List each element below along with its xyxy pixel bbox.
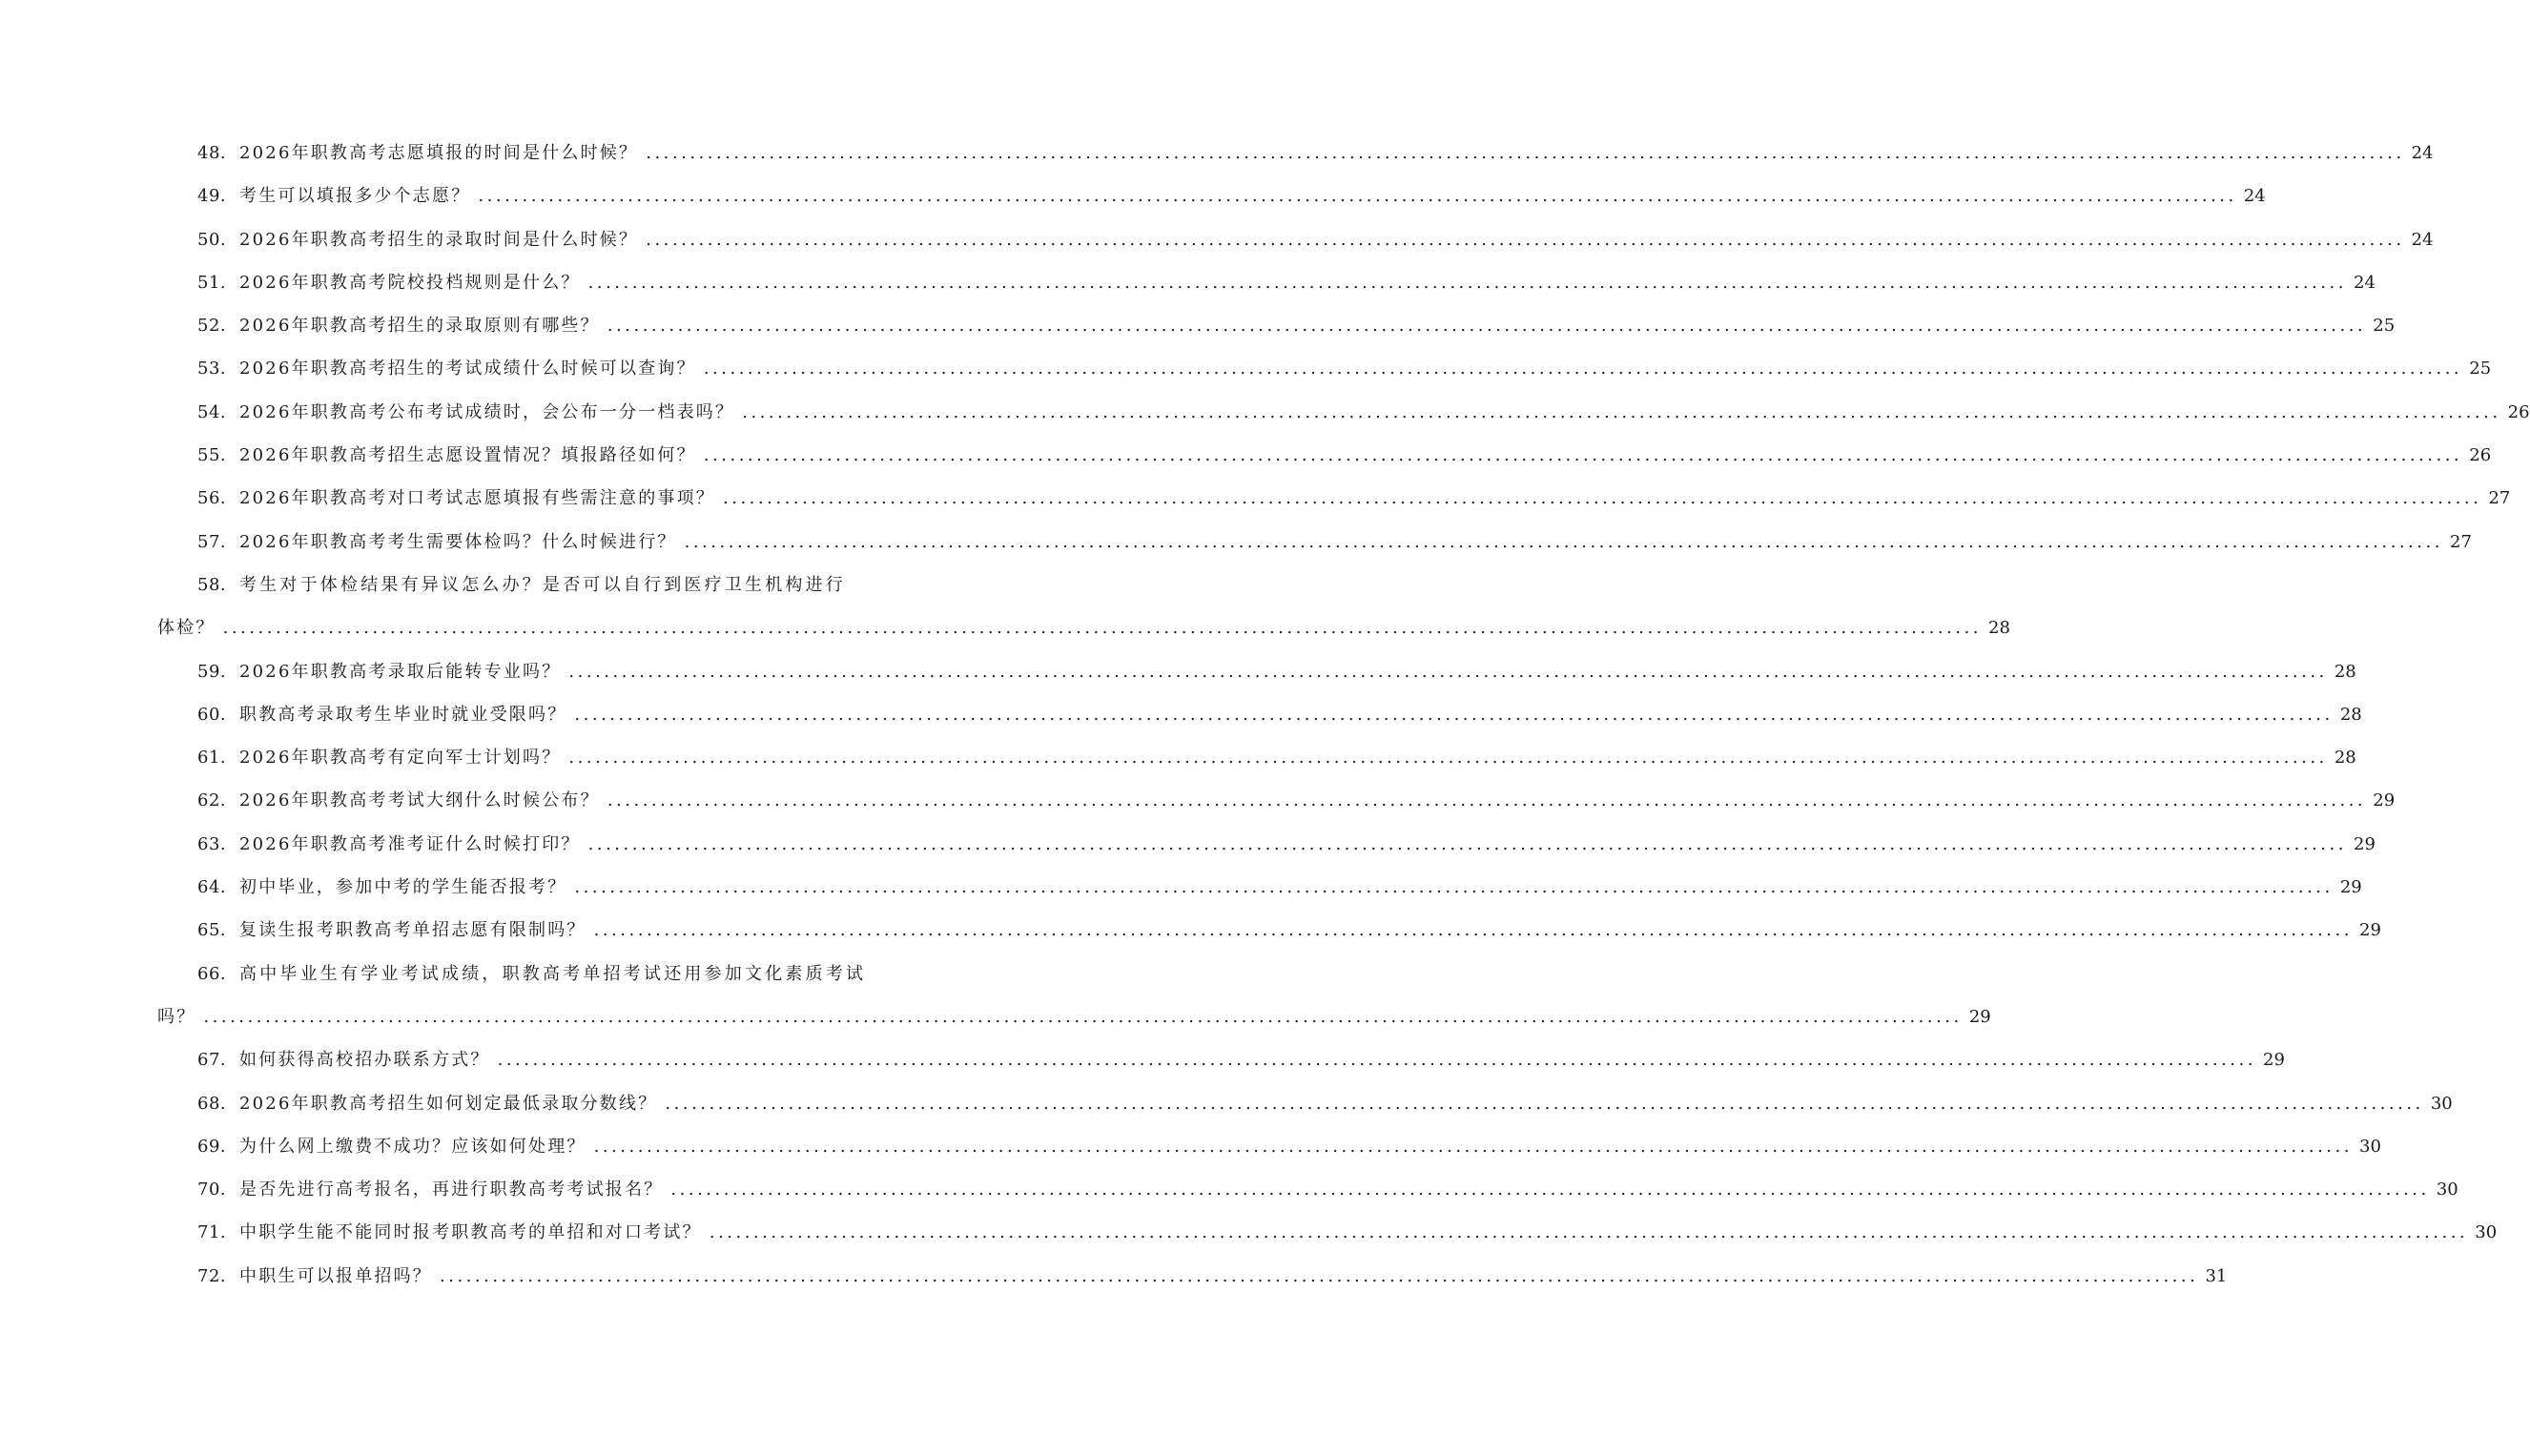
toc-entry-title: 2026年职教高考招生志愿设置情况？填报路径如何？ (239, 445, 696, 466)
toc-page-number: 27 (2488, 488, 2511, 509)
toc-entry-title: 2026年职教高考对口考试志愿填报有些需注意的事项？ (239, 488, 716, 509)
toc-dot-leader: ........................................................................................................................................................................................................ (646, 229, 2405, 250)
toc-entry-title: 2026年职教高考招生如何划定最低录取分数线？ (239, 1093, 658, 1114)
toc-dot-leader: ........................................................................................................................................................................................................ (222, 618, 1982, 639)
toc-entry-number: 72. (197, 1265, 227, 1286)
toc-entry-number: 68. (197, 1093, 227, 1114)
toc-entry-number: 70. (197, 1179, 227, 1200)
toc-entry[interactable] (157, 1038, 2285, 1081)
toc-page-number: 31 (2205, 1265, 2228, 1286)
toc-entry-title: 2026年职教高考志愿填报的时间是什么时候？ (239, 143, 639, 163)
toc-dot-leader: ........................................................................................................................................................................................................ (478, 186, 2237, 207)
toc-entry[interactable] (157, 434, 2492, 477)
toc-entry[interactable] (157, 304, 2396, 347)
toc-page-number: 24 (2411, 229, 2434, 250)
toc-page-number: 28 (1988, 618, 2010, 639)
toc-entry[interactable] (157, 261, 2376, 304)
toc-dot-leader: ........................................................................................................................................................................................................ (203, 1006, 1963, 1027)
toc-dot-leader: ........................................................................................................................................................................................................ (574, 704, 2334, 725)
toc-page-number: 29 (2263, 1050, 2285, 1071)
toc-entry[interactable] (157, 347, 2492, 390)
toc-dot-leader: ........................................................................................................................................................................................................ (593, 1136, 2353, 1157)
toc-entry-title: 2026年职教高考考生需要体检吗？什么时候进行？ (239, 531, 677, 552)
toc-entry-title: 2026年职教高考院校投档规则是什么？ (239, 272, 581, 293)
toc-entry-number: 66. (197, 963, 227, 984)
toc-entry-number: 61. (197, 748, 227, 769)
toc-entry-title: 中职生可以报单招吗？ (239, 1265, 432, 1286)
toc-entry-title: 考生对于体检结果有异议怎么办？是否可以自行到医疗卫生机构进行 (239, 574, 846, 595)
toc-entry-number: 55. (197, 445, 227, 466)
toc-page-number: 26 (2507, 401, 2530, 422)
toc-page-number: 30 (2359, 1136, 2381, 1157)
toc-entry-title: 初中毕业，参加中考的学生能否报考？ (239, 877, 567, 898)
toc-dot-leader: ........................................................................................................................................................................................................ (646, 143, 2405, 163)
toc-entry-number: 57. (197, 531, 227, 552)
toc-dot-leader: ........................................................................................................................................................................................................ (593, 920, 2353, 941)
toc-entry-line-continued (157, 995, 1991, 1038)
toc-entry-line (157, 1168, 2458, 1211)
toc-entry-title: 高中毕业生有学业考试成绩，职教高考单招考试还用参加文化素质考试 (239, 963, 867, 984)
toc-entry-line (157, 1255, 2228, 1298)
toc-page-number: 29 (2373, 790, 2396, 811)
toc-entry-title: 2026年职教高考准考证什么时候打印？ (239, 833, 581, 854)
toc-entry-line (157, 347, 2492, 390)
toc-entry[interactable] (157, 650, 2356, 693)
toc-entry-number: 53. (197, 359, 227, 379)
toc-entry-number: 56. (197, 488, 227, 509)
toc-entry[interactable] (157, 866, 2362, 909)
toc-page-number: 30 (2436, 1179, 2458, 1200)
toc-dot-leader: ........................................................................................................................................................................................................ (684, 531, 2443, 552)
toc-entry-line (157, 132, 2434, 174)
toc-entry-line (157, 779, 2396, 822)
toc-dot-leader: ........................................................................................................................................................................................................ (742, 401, 2501, 422)
toc-page-number: 24 (2243, 186, 2266, 207)
toc-page-number: 30 (2475, 1222, 2498, 1243)
toc-entry-number: 52. (197, 316, 227, 337)
toc-entry-line (157, 736, 2356, 779)
toc-entry-number: 49. (197, 186, 227, 207)
toc-entry-title: 2026年职教高考录取后能转专业吗？ (239, 661, 562, 682)
toc-entry-line (157, 693, 2362, 736)
toc-dot-leader: ........................................................................................................................................................................................................ (607, 790, 2367, 811)
toc-entry-title: 2026年职教高考招生的考试成绩什么时候可以查询？ (239, 359, 696, 379)
toc-entry[interactable] (157, 132, 2434, 174)
toc-entry-title: 职教高考录取考生毕业时就业受限吗？ (239, 704, 567, 725)
toc-entry-number: 64. (197, 877, 227, 898)
toc-page-number: 28 (2339, 704, 2362, 725)
toc-entry[interactable] (157, 953, 1991, 1039)
toc-entry-line (157, 391, 2530, 434)
toc-dot-leader: ........................................................................................................................................................................................................ (723, 488, 2482, 509)
toc-entry[interactable] (157, 779, 2396, 822)
toc-entry-line (157, 261, 2376, 304)
toc-entry[interactable] (157, 218, 2434, 261)
toc-page-number: 30 (2430, 1093, 2453, 1114)
toc-entry-line (157, 564, 874, 606)
toc-entry-line (157, 521, 2472, 564)
toc-entry-line (157, 477, 2511, 520)
toc-entry-title: 如何获得高校招办联系方式？ (239, 1050, 490, 1071)
toc-entry-title: 2026年职教高考招生的录取原则有哪些？ (239, 316, 600, 337)
toc-entry-title: 2026年职教高考考试大纲什么时候公布？ (239, 790, 600, 811)
toc-entry-number: 67. (197, 1050, 227, 1071)
toc-entry-line-continued (157, 606, 2010, 649)
toc-entry-title-continued: 体检？ (157, 618, 216, 639)
toc-page-number: 26 (2469, 445, 2492, 466)
toc-entry[interactable] (157, 1211, 2498, 1254)
toc-dot-leader: ........................................................................................................................................................................................................ (497, 1050, 2256, 1071)
toc-entry[interactable] (157, 521, 2472, 564)
toc-entry[interactable] (157, 1255, 2228, 1298)
toc-entry-number: 54. (197, 401, 227, 422)
toc-entry-line (157, 174, 2266, 217)
toc-entry-line (157, 650, 2356, 693)
toc-dot-leader: ........................................................................................................................................................................................................ (670, 1179, 2430, 1200)
toc-entry-title: 是否先进行高考报名，再进行职教高考考试报名？ (239, 1179, 664, 1200)
toc-entry[interactable] (157, 477, 2511, 520)
toc-page-number: 27 (2450, 531, 2472, 552)
toc-entry-number: 60. (197, 704, 227, 725)
toc-entry-number: 65. (197, 920, 227, 941)
toc-entry-line (157, 1211, 2498, 1254)
toc-entry-number: 71. (197, 1222, 227, 1243)
toc-dot-leader: ........................................................................................................................................................................................................ (587, 272, 2347, 293)
toc-entry[interactable] (157, 823, 2376, 866)
toc-entry-line (157, 1125, 2381, 1168)
toc-entry-line (157, 1082, 2453, 1125)
toc-entry[interactable] (157, 1168, 2458, 1211)
toc-entry-line (157, 434, 2492, 477)
toc-entry[interactable] (157, 1082, 2453, 1125)
toc-page-number: 28 (2334, 661, 2356, 682)
toc-dot-leader: ........................................................................................................................................................................................................ (607, 316, 2367, 337)
toc-entry-line (157, 866, 2362, 909)
toc-entry[interactable] (157, 174, 2266, 217)
toc-dot-leader: ........................................................................................................................................................................................................ (709, 1222, 2469, 1243)
toc-dot-leader: ........................................................................................................................................................................................................ (568, 748, 2328, 769)
toc-entry-number: 59. (197, 661, 227, 682)
toc-entry-title-continued: 吗？ (157, 1006, 196, 1027)
toc-entry-line (157, 304, 2396, 347)
toc-page-number: 29 (1968, 1006, 1991, 1027)
toc-page-number: 25 (2373, 316, 2396, 337)
toc-entry-title: 为什么网上缴费不成功？应该如何处理？ (239, 1136, 586, 1157)
toc-entry-number: 63. (197, 833, 227, 854)
toc-page-number: 29 (2354, 833, 2376, 854)
toc-entry-number: 58. (197, 574, 227, 595)
toc-entry-line (157, 953, 874, 995)
toc-entry-number: 48. (197, 143, 227, 163)
toc-dot-leader: ........................................................................................................................................................................................................ (568, 661, 2328, 682)
toc-entry-line (157, 218, 2434, 261)
toc-entry-title: 复读生报考职教高考单招志愿有限制吗？ (239, 920, 586, 941)
toc-page-number: 29 (2359, 920, 2381, 941)
toc-entry-line (157, 909, 2381, 952)
toc-entry-line (157, 1038, 2285, 1081)
toc-dot-leader: ........................................................................................................................................................................................................ (703, 445, 2463, 466)
toc-entry-line (157, 823, 2376, 866)
toc-entry[interactable] (157, 736, 2356, 779)
toc-entry-number: 51. (197, 272, 227, 293)
toc-entry[interactable] (157, 564, 2010, 650)
toc-page-number: 29 (2339, 877, 2362, 898)
toc-dot-leader: ........................................................................................................................................................................................................ (703, 359, 2463, 379)
toc-page-number: 24 (2354, 272, 2376, 293)
toc-entry-title: 2026年职教高考有定向军士计划吗？ (239, 748, 562, 769)
toc-entry[interactable] (157, 693, 2362, 736)
toc-entry-number: 69. (197, 1136, 227, 1157)
toc-entry[interactable] (157, 391, 2530, 434)
toc-entry-title: 考生可以填报多少个志愿？ (239, 186, 471, 207)
toc-page-number: 25 (2469, 359, 2492, 379)
toc-entry[interactable] (157, 1125, 2381, 1168)
toc-entry-title: 中职学生能不能同时报考职教高考的单招和对口考试？ (239, 1222, 702, 1243)
toc-page-number: 24 (2411, 143, 2434, 163)
toc-dot-leader: ........................................................................................................................................................................................................ (665, 1093, 2424, 1114)
toc-dot-leader: ........................................................................................................................................................................................................ (440, 1265, 2199, 1286)
toc-entry-title: 2026年职教高考招生的录取时间是什么时候？ (239, 229, 639, 250)
toc-page-number: 28 (2334, 748, 2356, 769)
toc-entry-number: 50. (197, 229, 227, 250)
toc-entry-number: 62. (197, 790, 227, 811)
toc-dot-leader: ........................................................................................................................................................................................................ (587, 833, 2347, 854)
toc-entry-title: 2026年职教高考公布考试成绩时，会公布一分一档表吗？ (239, 401, 735, 422)
toc-dot-leader: ........................................................................................................................................................................................................ (574, 877, 2334, 898)
toc-entry[interactable] (157, 909, 2381, 952)
table-of-contents (157, 132, 2530, 1298)
